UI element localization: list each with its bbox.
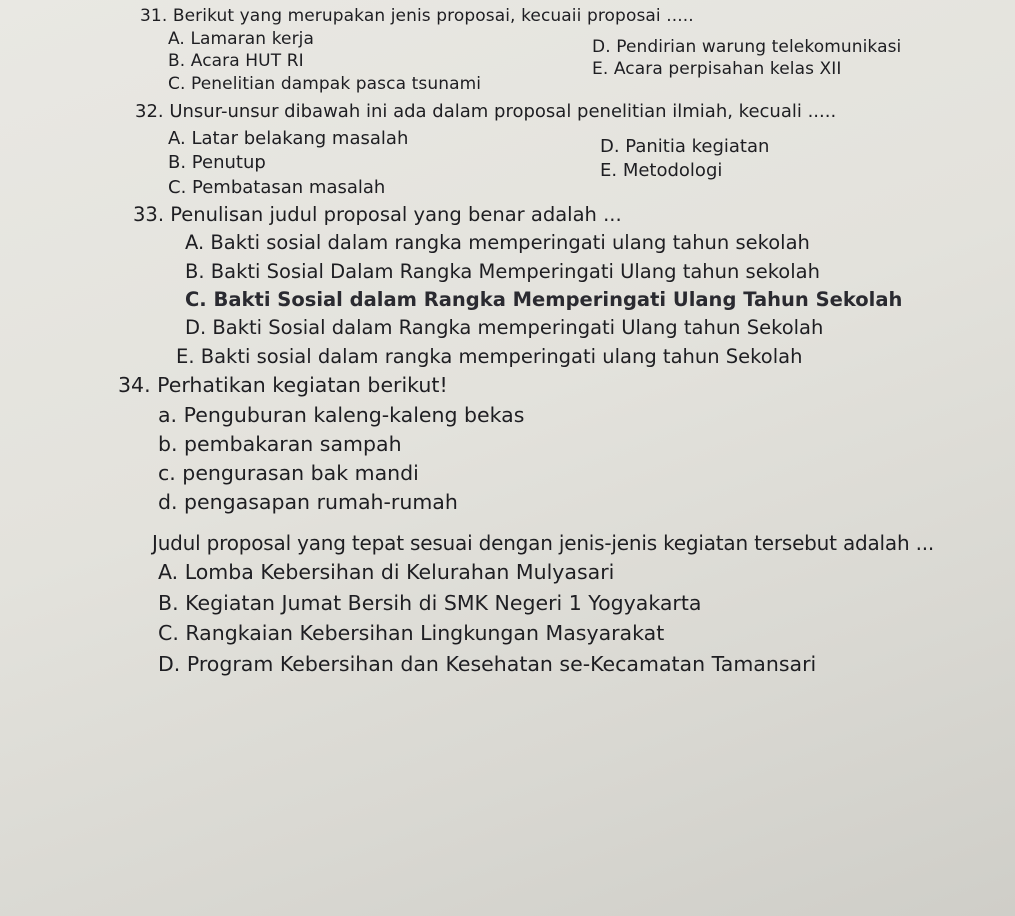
q33-option-d: D. Bakti Sosial dalam Rangka memperingati Ulang tahun Sekolah: [185, 316, 824, 339]
q33-stem: 33. Penulisan judul proposal yang benar adalah ...: [133, 203, 622, 226]
q32-option-c: C. Pembatasan masalah: [168, 177, 386, 198]
q34-option-a: A. Lomba Kebersihan di Kelurahan Mulyasari: [158, 560, 615, 584]
q32-option-d: D. Panitia kegiatan: [600, 136, 770, 157]
q34-item-b: b. pembakaran sampah: [158, 432, 402, 456]
q32-option-e: E. Metodologi: [600, 160, 723, 181]
q34-option-b: B. Kegiatan Jumat Bersih di SMK Negeri 1 Yogyakarta: [158, 591, 702, 615]
q34-option-c: C. Rangkaian Kebersihan Lingkungan Masyarakat: [158, 621, 665, 645]
q33-option-a: A. Bakti sosial dalam rangka memperingati ulang tahun sekolah: [185, 231, 810, 254]
q31-option-c: C. Penelitian dampak pasca tsunami: [168, 74, 482, 94]
q31-stem: 31. Berikut yang merupakan jenis proposai, kecuaii proposai .....: [140, 6, 694, 26]
q32-option-b: B. Penutup: [168, 152, 266, 173]
q31-option-d: D. Pendirian warung telekomunikasi: [592, 37, 902, 57]
q34-stem: 34. Perhatikan kegiatan berikut!: [118, 373, 448, 397]
q34-item-d: d. pengasapan rumah-rumah: [158, 490, 458, 514]
q31-option-b: B. Acara HUT RI: [168, 51, 304, 71]
q32-option-a: A. Latar belakang masalah: [168, 128, 409, 149]
q33-option-b: B. Bakti Sosial Dalam Rangka Memperingati Ulang tahun sekolah: [185, 260, 820, 283]
q34-option-d: D. Program Kebersihan dan Kesehatan se-Kecamatan Tamansari: [158, 652, 817, 676]
q31-option-e: E. Acara perpisahan kelas XII: [592, 59, 842, 79]
q34-item-c: c. pengurasan bak mandi: [158, 461, 419, 485]
q31-option-a: A. Lamaran kerja: [168, 29, 315, 49]
q33-option-c: C. Bakti Sosial dalam Rangka Memperingati Ulang Tahun Sekolah: [185, 288, 903, 311]
q33-option-e: E. Bakti sosial dalam rangka memperingati ulang tahun Sekolah: [176, 345, 803, 368]
q32-stem: 32. Unsur-unsur dibawah ini ada dalam proposal penelitian ilmiah, kecuali .....: [135, 101, 837, 122]
q34-item-a: a. Penguburan kaleng-kaleng bekas: [158, 403, 525, 427]
q34-question: Judul proposal yang tepat sesuai dengan jenis-jenis kegiatan tersebut adalah ...: [152, 531, 935, 555]
